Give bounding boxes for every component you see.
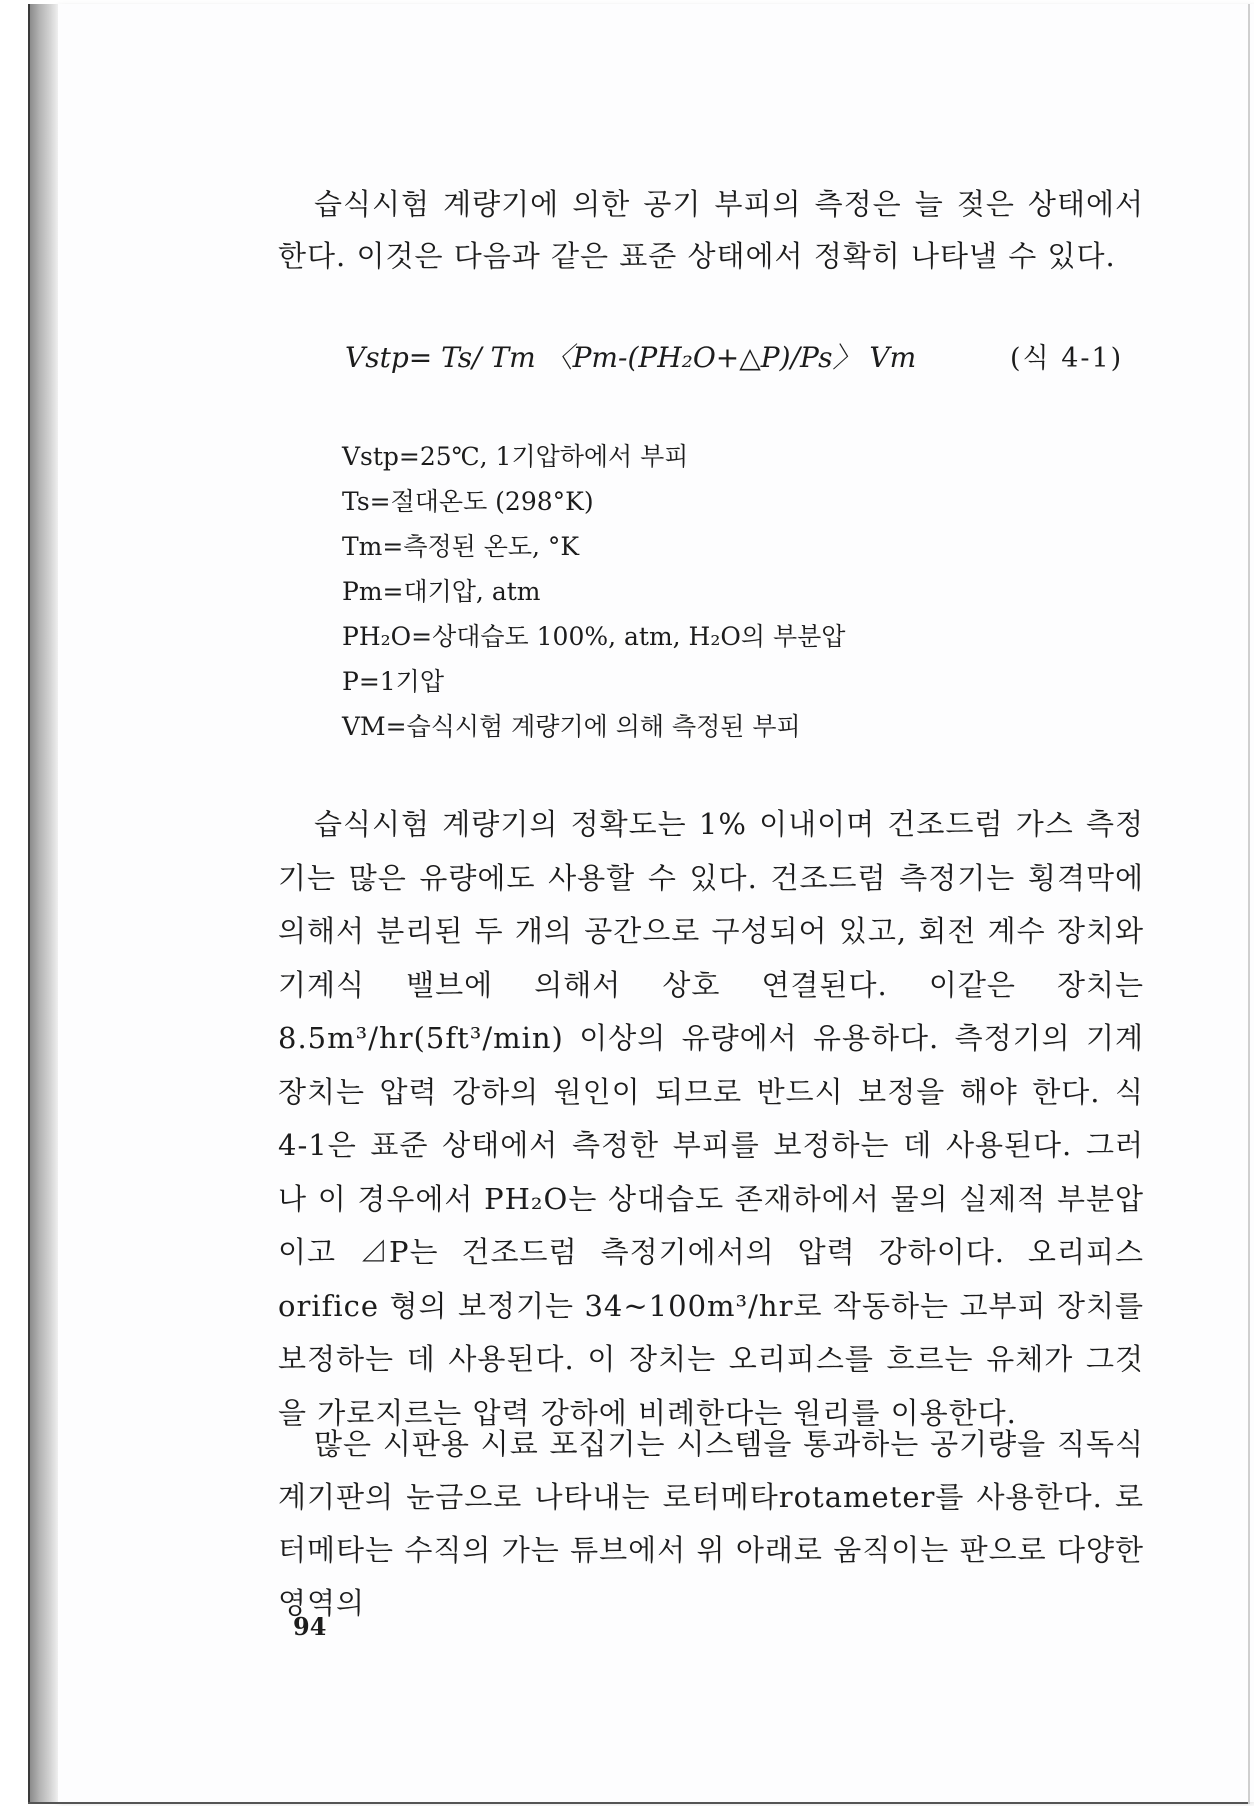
page-number: 94 xyxy=(293,1612,327,1641)
definition-pm: Pm=대기압, atm xyxy=(342,577,541,606)
definition-tm: Tm=측정된 온도, °K xyxy=(342,532,580,561)
paragraph-rotameter: 많은 시판용 시료 포집기는 시스템을 통과하는 공기량을 직독식 계기판의 눈금으로 나타내는 로터메타rotameter를 사용한다. 로터메타는 수직의 가는 튜브에서 위 아래로 움직이는 판으로 다양한 영역의 xyxy=(278,1427,1144,1620)
variable-definitions xyxy=(342,434,1042,749)
definition-vstp: Vstp=25℃, 1기압하에서 부피 xyxy=(342,442,689,471)
paragraph-intro: 습식시험 계량기에 의한 공기 부피의 측정은 늘 젖은 상태에서 한다. 이것은 다음과 같은 표준 상태에서 정확히 나타낼 수 있다. xyxy=(278,187,1144,273)
paragraph-dry-drum: 습식시험 계량기의 정확도는 1% 이내이며 건조드럼 가스 측정기는 많은 유량에도 사용할 수 있다. 건조드럼 측정기는 횡격막에 의해서 분리된 두 개의 공간으로 구성되어 있고, 회전 계수 장치와 기계식 밸브에 의해서 상호 연결된다. 이같은 장치는 8.5m³/hr(5ft³/min) 이상의 유량에서 유용하다. 측정기의 기계 장치는 압력 강하의 원인이 되므로 반드시 보정을 해야 한다. 식 4-1은 표준 상태에서 측정한 부피를 보정하는 데 사용된다. 그러나 이 경우에서 PH₂O는 상대습도 존재하에서 물의 실제적 부분압이고 ⊿P는 건조드럼 측정기에서의 압력 강하이다. 오리피스orifice 형의 보정기는 34~100m³/hr로 작동하는 고부피 장치를 보정하는 데 사용된다. 이 장치는 오리피스를 흐르는 유체가 그것을 가로지르는 압력 강하에 비례한다는 원리를 이용한다. xyxy=(278,807,1144,1430)
definition-p: P=1기압 xyxy=(342,667,444,696)
equation-4-1: Vstp= Ts/ Tm 〈Pm-(PH₂O+△P)/Ps〉 Vm xyxy=(345,341,917,374)
definition-vm: VM=습식시험 계량기에 의해 측정된 부피 xyxy=(342,712,801,741)
definition-ts: Ts=절대온도 (298°K) xyxy=(342,487,594,516)
equation-number: (식 4-1) xyxy=(1010,343,1124,374)
definition-ph2o: PH₂O=상대습도 100%, atm, H₂O의 부분압 xyxy=(342,622,846,651)
